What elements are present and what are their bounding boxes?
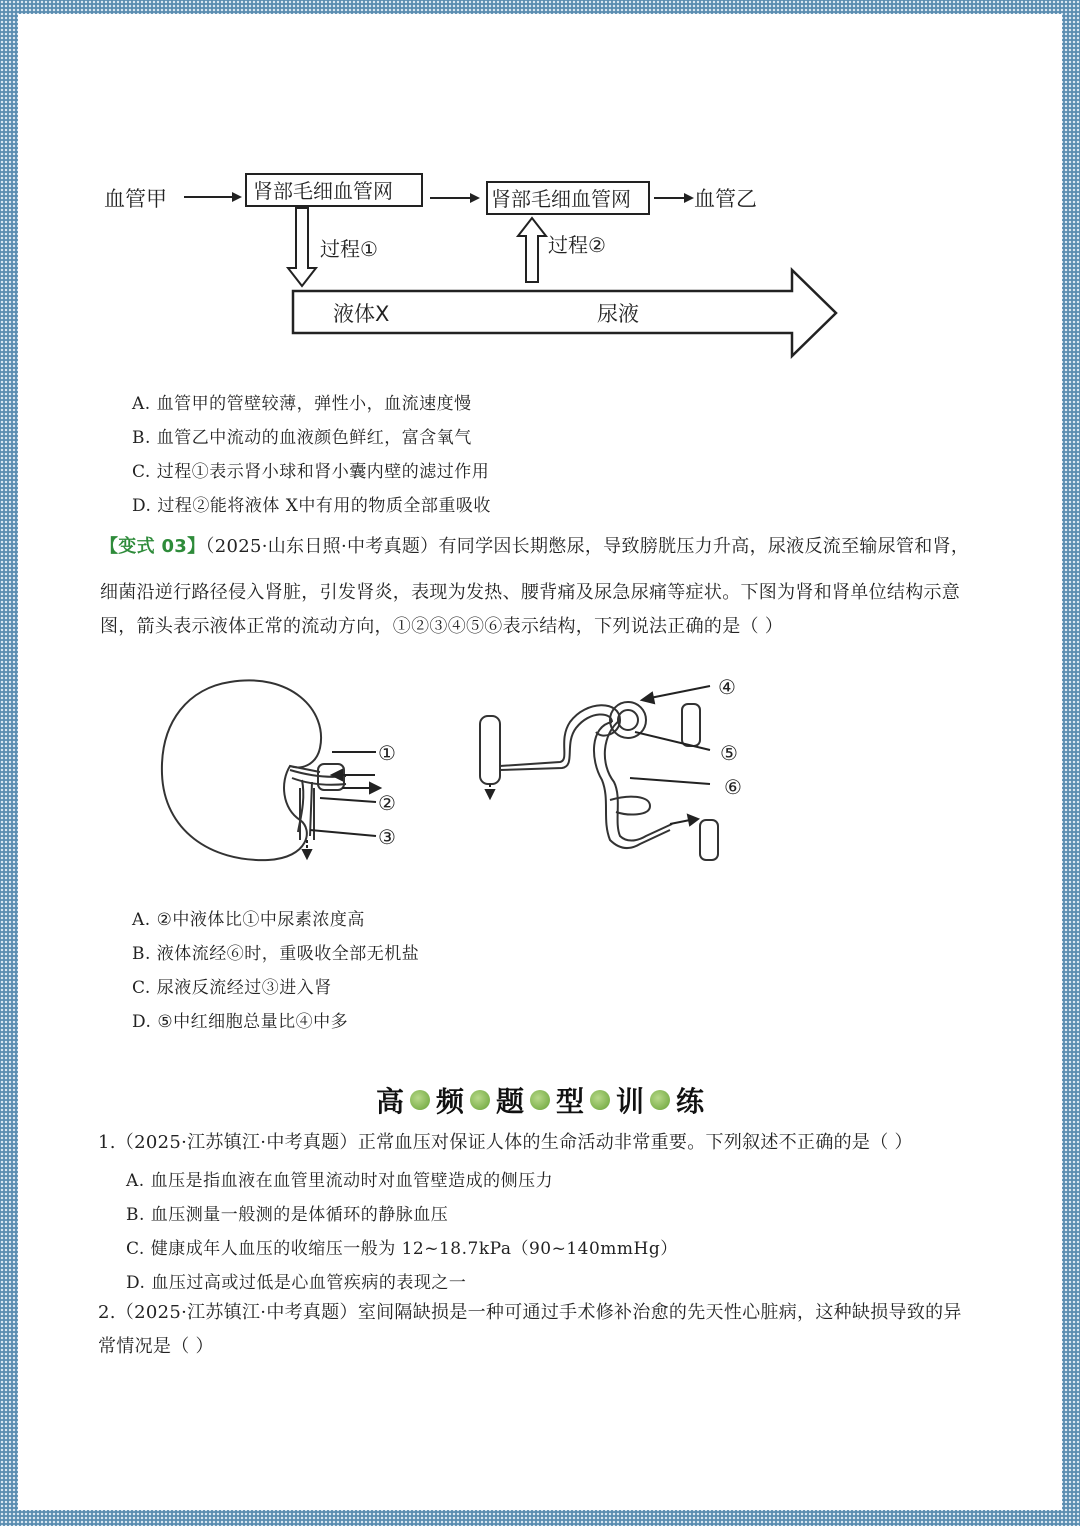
title-char-1: 高 — [375, 1085, 404, 1118]
arrow-right-icon — [430, 193, 480, 203]
liquid-x-label: 液体X — [333, 302, 390, 326]
green-dot-icon — [590, 1090, 610, 1110]
capillary-box-2-label: 肾部毛细血管网 — [491, 187, 631, 211]
label-4: ④ — [718, 675, 736, 699]
vessel-b-label: 血管乙 — [694, 187, 757, 211]
option-a: A. 血管甲的管壁较薄，弹性小，血流速度慢 — [132, 394, 472, 414]
label-1: ① — [378, 741, 396, 765]
green-dot-icon — [530, 1090, 550, 1110]
title-char-3: 题 — [495, 1085, 524, 1118]
title-char-2: 频 — [435, 1085, 464, 1118]
q1-option-d: D. 血压过高或过低是心血管疾病的表现之一 — [126, 1273, 467, 1293]
label-6: ⑥ — [724, 775, 742, 799]
q1-option-b: B. 血压测量一般测的是体循环的静脉血压 — [126, 1205, 449, 1225]
label-3: ③ — [378, 825, 396, 849]
process1-label: 过程① — [320, 237, 378, 261]
hollow-up-arrow-icon — [518, 218, 546, 282]
green-dot-icon — [410, 1090, 430, 1110]
q2-line1: 2.（2025·江苏镇江·中考真题）室间隔缺损是一种可通过手术修补治愈的先天性心脏病，这种缺损导致的异 — [98, 1302, 962, 1323]
vessel-a-label: 血管甲 — [104, 187, 167, 211]
kidney-outline-icon — [162, 680, 346, 860]
variant03-text1: （2025·山东日照·中考真题）有同学因长期憋尿，导致膀胱压力升高，尿液反流至输尿管和肾， — [205, 536, 970, 557]
green-dot-icon — [650, 1090, 670, 1110]
kidney-diagram — [150, 670, 770, 870]
q2-line2: 常情况是（ ） — [98, 1336, 214, 1357]
option-d: D. 过程②能将液体 X中有用的物质全部重吸收 — [132, 496, 491, 516]
option-b: B. 血管乙中流动的血液颜色鲜红，富含氧气 — [132, 428, 472, 448]
title-char-4: 型 — [556, 1085, 585, 1118]
variant03-line2: 细菌沿逆行路径侵入肾脏，引发肾炎，表现为发热、腰背痛及尿急尿痛等症状。下图为肾和肾单位结构示意 — [100, 582, 961, 603]
variant-option-a: A. ②中液体比①中尿素浓度高 — [132, 910, 365, 930]
label-5: ⑤ — [720, 741, 738, 765]
label-2: ② — [378, 791, 396, 815]
section-title — [0, 1080, 1080, 1120]
process2-label: 过程② — [548, 233, 606, 257]
nephron-arrows — [486, 686, 710, 825]
variant-option-d: D. ⑤中红细胞总量比④中多 — [132, 1012, 349, 1032]
arrow-right-icon — [184, 192, 242, 202]
variant03-line1 — [100, 530, 969, 564]
q1-stem: 1.（2025·江苏镇江·中考真题）正常血压对保证人体的生命活动非常重要。下列叙述不正确的是（ ） — [98, 1132, 913, 1153]
variant-tag: 【变式 03】 — [100, 536, 206, 557]
variant-option-b: B. 液体流经⑥时，重吸收全部无机盐 — [132, 944, 420, 964]
capillary-box-1-label: 肾部毛细血管网 — [253, 179, 393, 203]
variant03-line3: 图，箭头表示液体正常的流动方向，①②③④⑤⑥表示结构，下列说法正确的是（ ） — [100, 616, 784, 637]
arrow-right-icon — [654, 193, 694, 203]
urine-formation-diagram — [0, 160, 1080, 370]
hollow-down-arrow-icon — [288, 208, 316, 286]
q1-option-a: A. 血压是指血液在血管里流动时对血管壁造成的侧压力 — [126, 1171, 554, 1191]
option-c: C. 过程①表示肾小球和肾小囊内壁的滤过作用 — [132, 462, 490, 482]
urine-label: 尿液 — [597, 302, 639, 326]
q1-option-c: C. 健康成年人血压的收缩压一般为 12~18.7kPa（90~140mmHg） — [126, 1239, 678, 1259]
variant-option-c: C. 尿液反流经过③进入肾 — [132, 978, 332, 998]
green-dot-icon — [470, 1090, 490, 1110]
title-char-5: 训 — [616, 1085, 645, 1118]
title-char-6: 练 — [676, 1085, 705, 1118]
